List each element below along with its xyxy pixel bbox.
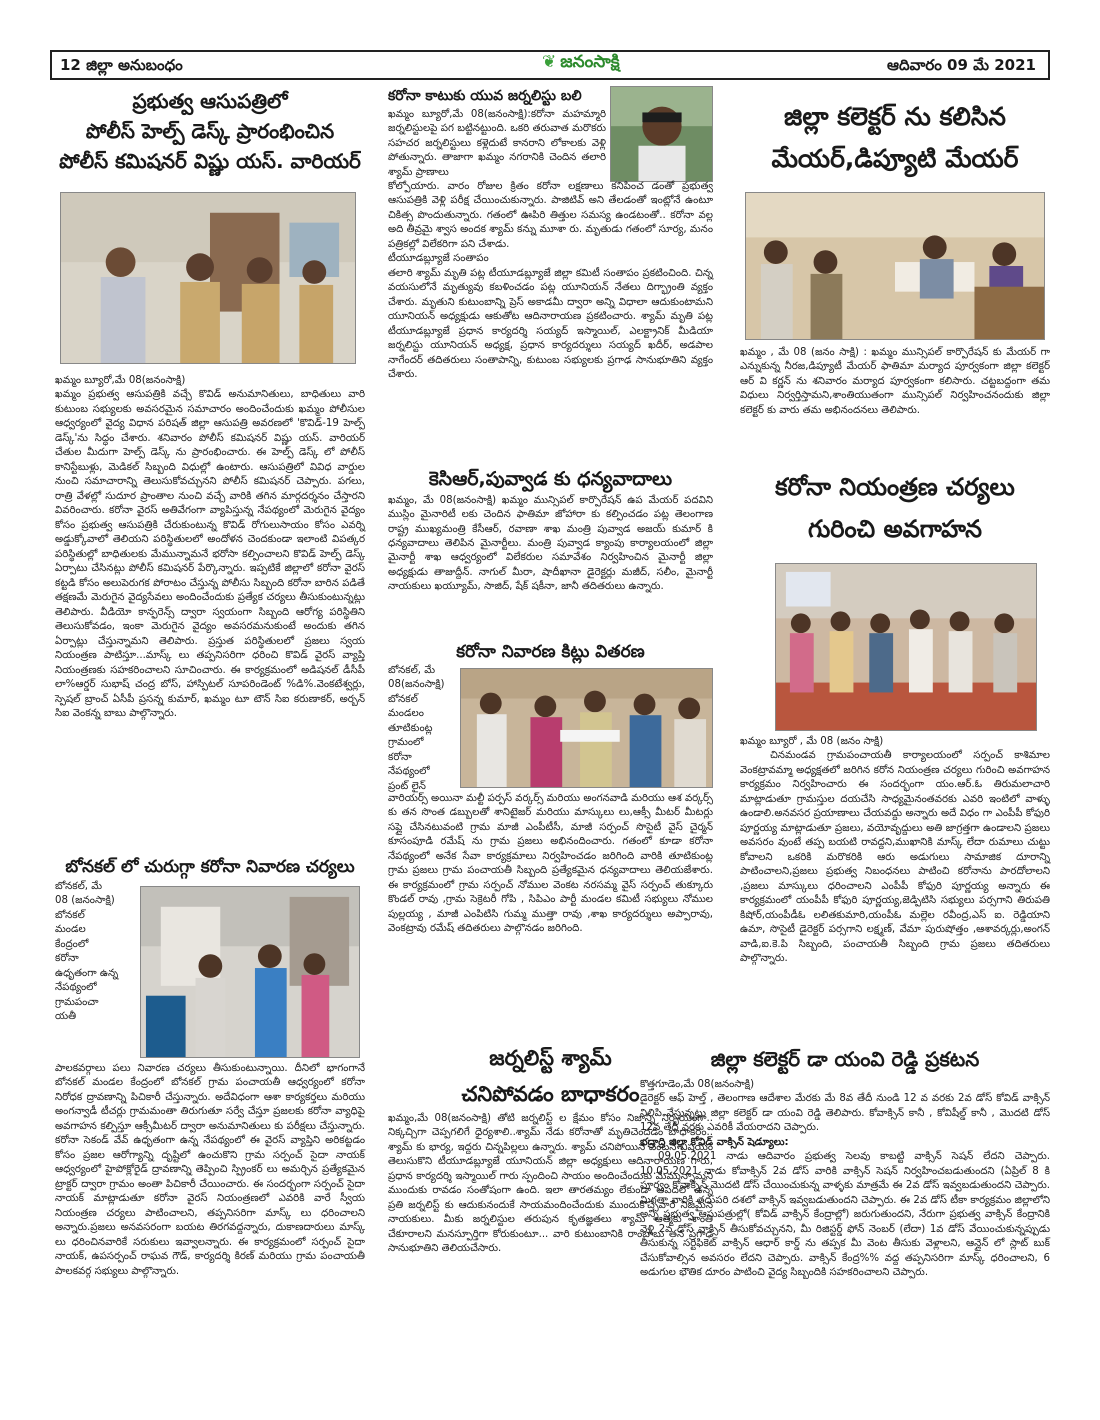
column-2-story3: [388, 640, 713, 665]
story5-dateline-line: తూటికుంట్ల: [388, 722, 433, 734]
column-2-story1: [388, 86, 608, 106]
photo-mayer-meets-collector: [745, 192, 1045, 340]
story2-dateline-line: నేపథ్యంలో: [55, 982, 97, 994]
story2-dateline-line: కేంద్రంలో: [55, 938, 89, 950]
story1-text: [55, 374, 365, 722]
story6-headline-line1: జర్నలిస్ట్ శ్యామ్: [489, 1046, 612, 1070]
column-3-story1: [740, 96, 1050, 180]
photo-awareness-meeting: [775, 563, 1037, 731]
story5-dateline-line: బోనకల్: [388, 693, 418, 705]
page-label: 12 జిల్లా అనుబంధం: [60, 56, 183, 74]
story5-dateline-line: 08(జనంసాక్షి): [388, 679, 445, 691]
story5-dateline-line: బోనకల్, మే: [388, 665, 436, 676]
story2-headline: బోనకల్ లో చురుగ్గా కరోనా నివారణ చర్యలు: [65, 857, 355, 877]
story6-headline-line2: చనిపోవడం బాధాకరం: [461, 1082, 640, 1106]
story9-body: డైరెక్టర్ ఆఫ్ హెల్త్ , తెలంగాణ ఆదేశాల మేరకు మే 8వ తేదీ నుండి 12 వ వరకు 2వ డోస్ కోవిడ్ వాక్సిన్ నిలిపి వేస్తున్నట్లు జిల్లా కలెక్టర్ డా యంవి రెడ్డి తెలిపారు. కోవాక్సిన్ కానీ , కోవిషీల్డ్ కానీ , మొదటి డోస్ 12వ తేదీ వరకు ఎవరికీ వేయరాదని చెప్పారు.: [640, 1093, 1050, 1134]
story9-body2: 09.05.2021 నాడు ఆదివారం ప్రభుత్వ సెలవు కాబట్టి వాక్సిన్ సెషన్ లేదని చెప్పారు. 10.05.2021 నాడు కోవాక్సిన్ 2వ డోస్ వారికి వాక్సిన్ సెషన్ నిర్వహించబడుతుందని (ఏప్రిల్ 8 కి పూర్వం కోవాక్సిన్ మొదటి డోస్ చేయించుకున్న వాళ్ళకు మాత్రమే ఈ 2వ డోస్ ఇవ్వబడుతుందని చెప్పారు. మిగతా వారికి తదుపరి దశలో వాక్సిన్ ఇవ్వబడుతుందని చెప్పారు. ఈ 2వ డోస్ టీకా కార్యక్రమం జిల్లాలోని అన్ని ప్రభుత్వ ఆసుపత్రుల్లో( కోవిడ్ వాక్సిన్ కేంద్రాల్లో) జరుగుతుందని, నేరుగా ప్రభుత్వ వాక్సిన్ కేంద్రానికి వెళ్లి 2వ డోస్ వాక్సిన్ తీసుకోవచ్చునని, మీ రిజిస్టర్డ్ ఫోన్ నెంబర్ (లేదా) 1వ డోస్ వేయించుకున్నప్పుడు తీసుకున్న సర్టిఫికెట్ వాక్సిన్ ఆధార్ కార్డ్ ను తప్పక మీ వెంట తీసుకు వెళ్లాలని, ఆన్లైన్ లో స్లాట్ బుక్ చేసుకోవాల్సిన అవసరం లేదని చెప్పారు. వాక్సిన్ కేంద్ర%% వద్ద తప్పనిసరిగా మాస్క్ ధరించాలని, 6 అడుగుల భౌతిక దూరం పాటించి వైద్య సిబ్బందికి సహకరించాలని చెప్పారు.: [640, 1151, 1050, 1279]
issue-date: ఆదివారం 09 మే 2021: [887, 56, 1036, 74]
story3-subhead: టీయూడబ్ల్యూజే సంతాపం: [388, 253, 489, 265]
story2-dateline-line: గ్రామపంచా: [55, 996, 99, 1008]
story4-headline: కెసిఆర్,పువ్వాడ కు ధన్యవాదాలు: [428, 468, 673, 490]
story5-dateline-line: ప్రంట్ లైన్: [388, 780, 426, 792]
story2-dateline-line: కరోనా: [55, 953, 79, 965]
story2-body: పాలకవర్గాలు పలు నివారణ చర్యలు తీసుకుంటున్నాయి. దీనిలో భాగంగానే బోనకల్ మండల కేంద్రంలో బోనకల్ గ్రామ పంచాయతీ ఆధ్వర్యంలో కరోనా నిరోధక ద్రావణాన్ని పిచికారీ చేస్తున్నారు. అదేవిధంగా ఆశా కార్యకర్తలు మరియు అంగన్వాడీ టీచర్లు గ్రామమంతా తిరుగుతూ సర్వే చేస్తూ ప్రజలకు కరోనా వ్యాధిపై అవగాహన కల్పిస్తూ ఆక్సీమీటర్ ద్వారా అనుమానితులు కు పరీక్షలు చేస్తున్నారు. కరోనా సెకండ్ వేవ్ ఉధృతంగా ఉన్న నేపథ్యంలో ఈ వైరస్ వ్యాప్తిని అరికట్టడం కోసం ప్రజల ఆరోగ్యాన్ని దృష్టిలో ఉంచుకొని గ్రామ సర్పంచ్ సైదా నాయక్ ఆధ్వర్యంలో హైపోక్లోరైడ్ ద్రావణాన్ని తెప్పించి స్ప్రింకర్ లు అమర్చిన ప్రత్యేకమైన ట్రాక్టర్ ద్వారా గ్రామం అంతా పిచికారీ చేయించారు. ఈ సందర్భంగా సర్పంచ్ సైదా నాయక్ మాట్లాడుతూ కరోనా వైరస్ నియంత్రణలో ఎవరికి వారే స్వీయ నియంత్రణ చర్యలు పాటించాలని, తప్పనిసరిగా మాస్క్ లు ధరించాలని అన్నారు.ప్రజలు అనవసరంగా బయట తిరగవద్దన్నారు, దుకాణదారులు మాస్క్ లు ధరించినవారికే సరుకులు ఇవ్వాలన్నారు. ఈ కార్యక్రమంలో సర్పంచ్ సైదా నాయక్, ఉపసర్పంచ్ రాఘవ గౌడ్, కార్యదర్శి కిరణ్ మరియు గ్రామ పంచాయతీ పాలకవర్గ సభ్యులు పాల్గొన్నారు.: [55, 1063, 365, 1277]
story1-headline-line3: పోలీస్ కమిషనర్ విష్ణు యస్. వారియర్: [59, 149, 361, 173]
story8-headline-line2: గురించి అవగాహన: [808, 515, 982, 543]
photo-police-helpdesk: [60, 192, 356, 364]
story4-body: ఖమ్మం, మే 08(జనంసాక్షి) ఖమ్మం మున్సిపల్ కార్పొరేషన్ ఉప మేయర్ పదవిని ముస్లిం మైనారిటీ లకు చెందిన ఫాతిమా జోహారా కు కల్పించడం పట్ల తెలంగాణ రాష్ట్ర ముఖ్యమంత్రి కేసీఆర్, రవాణా శాఖ మంత్రి పువ్వాడ అజయ్ కుమార్ కి ధన్యవాదాలు తెలిపిన మైనార్టీలు. మంత్రి పువ్వాడ క్యాంపు కార్యాలయంలో జిల్లా మైనార్టీ శాఖ ఆధ్వర్యంలో విలేకరుల సమావేశం నిర్వహించిన మైనార్టీ జిల్లా అధ్యక్షుడు తాజుద్దీన్. నాగుల్ మీరా, షాదీఖానా డైరెక్టర్లు మజీద్, సలీం, మైనార్టీ నాయకులు ఖయ్యూమ్, సాజిద్, షేక్ షకీనా, జానీ తదితరులు ఉన్నారు.: [388, 494, 713, 593]
photo-bonakal-spraying: [140, 886, 360, 1058]
story3-text: [388, 180, 713, 383]
column-1-story2: [55, 855, 365, 880]
story3-intro: ఖమ్మం బ్యూరో,మే 08(జనంసాక్షి):కరోనా మహమ్మారి జర్నలిస్టులపై పగ బట్టినట్టుంది. ఒకరి తరువాత మరొకరు సహచర జర్నలిస్టులు కళ్లెదుటే కానరాని లోకాలకు వెళ్లి పోతున్నారు. తాజాగా ఖమ్మం నగరానికి చెందిన తలారి శ్యామ్ ప్రాణాలు: [388, 109, 606, 178]
story3-text-intro: [388, 108, 606, 180]
story7-headline-line1: జిల్లా కలెక్టర్ ను కలిసిన: [784, 102, 1006, 131]
story3-headline: కరోనా కాటుకు యువ జర్నలిస్టు బలి: [388, 88, 582, 104]
column-3-story2: [740, 466, 1050, 550]
story9-text: [640, 1078, 1050, 1281]
story8-dateline: ఖమ్మం బ్యూరో , మే 08 (జనం సాక్షి): [740, 736, 884, 747]
story5-headline: కరోనా నివారణ కిట్లు వితరణ: [456, 642, 645, 662]
story9-headline: జిల్లా కలెక్టర్ డా యంవి రెడ్డి ప్రకటన: [710, 1047, 980, 1071]
story1-dateline: ఖమ్మం బ్యూరో,మే 08(జనంసాక్షి): [55, 375, 186, 386]
masthead-title: జనంసాక్షి: [560, 52, 620, 72]
story3-body2: తలారి శ్యామ్ మృతి పట్ల టీయూడబ్ల్యూజే జిల్లా కమిటీ సంతాపం ప్రకటించింది. చిన్న వయసులోనే మృత్యువు కబళించడం పట్ల యూనియన్ నేతలు దిగ్భ్రాంతి వ్యక్తం చేశారు. మృతుని కుటుంబాన్ని ప్రెస్ అకాడమీ ద్వారా అన్ని విధాలా ఆదుకుంటామని యూనియన్ అధ్యక్షుడు ఆకుతోట ఆదినారాయణ ప్రకటించారు. శ్యామ్ మృతి పట్ల టీయూడబ్ల్యూజే ప్రధాన కార్యదర్శి సయ్యద్ ఇస్మాయిల్, ఎలక్ట్రానిక్ మీడియా జర్నలిస్టు యూనియన్ అధ్యక్ష, ప్రధాన కార్యదర్శులు సయ్యద్ ఖదీర్, అడపాల నాగేందర్ తదితరులు సంతాపాన్ని, కుటుంబ సభ్యులకు ప్రగాఢ సానుభూతిని వ్యక్తం చేశారు.: [388, 267, 713, 381]
story8-body: చినమండవ గ్రామపంచాయతీ కార్యాలయంలో సర్పంచ్ కాశిమాల వెంకట్రావమ్మా అధ్యక్షతలో జరిగిన కరోన నియంత్రణ చర్యలు గురించి అవగాహన కార్యక్రమం నిర్వహించారు ఈ సందర్భంగా యం.ఆర్.ఓ తిరుమలాచారి మాట్లాడుతూ గ్రామస్తుల దయచేసి సాధ్యమైనంతవరకు ఎవరి ఇంటిలో వాళ్ళు ఉండాలి.అనవసర ప్రయాణాలు చేయవద్దు అన్నారు అదే విధం గా ఎంపీపీ కోఫురి పూర్ణయ్య మాట్లాడుతూ ప్రజలు, వయోవృద్దులు అతి జాగ్రత్తగా ఉండాలని ప్రజలు అవసరం వుంటే తప్ప బయటి రావద్దని,ముఖానికి మాస్క్ లేదా రుమాలు చుట్టు కోవాలని ఒకరికి మరొకరికి ఆరు అడుగులు సామాజిక దూరాన్ని పాటించాలని,ప్రజలు ప్రభుత్వ నిబంధనలు పాటించి కరోనాను పారదోలాలని ,ప్రజలు మాస్కులు ధరించాలని ఎంపీపీ కోఫురి పూర్ణయ్య అన్నారు ఈ కార్యక్రమంలో యంపీపీ కోఫురి పూర్ణయ్య,జెడ్పిటిసి సభ్యులు పర్సగాని తిరుపతి కిషోర్,యంపీడీఓ లలితకుమారి,యంపీఓ మల్లెల రవీంద్ర,ఎస్ ఐ. రెడ్డియాని ఉమా, సొసైటీ డైరెక్టర్ పర్సగాని లక్ష్మణ్, వేమా పురుషోత్తం ,ఆశావర్కర్లు,అంగన్ వాడి,ఐ.కె.పి సిబ్బంది, పంచాయతీ సిబ్బంది గ్రామ ప్రజలు తదితరులు పాల్గొన్నారు.: [740, 750, 1050, 965]
story2-dateline-block: [55, 880, 137, 1025]
story2-dateline-line: బోనకల్: [55, 909, 85, 921]
column-1: [55, 86, 365, 176]
photo-kit-distribution: [460, 668, 713, 788]
story5-dateline-line: మండలం: [388, 708, 424, 720]
story2-text: [55, 1062, 365, 1279]
story6-body: ఖమ్మం,మే 08(జనంసాక్షి) తోటి జర్నలిస్ట్ ల క్షేమం కోసం నిజాన్ని నిర్భయంగా.. నిక్కచ్చిగా చెప్పగలిగే ధైర్యశాలి..శ్యామ్ నేడు కరోనాతో మృతిచెందడం బాధాకరం.. శ్యామ్ కు భార్య, ఇద్దరు చిన్నపిల్లలు ఉన్నారు. శ్యామ్ చనిపోయిన వెంటనే విషయం తెలుసుకొని టీయూడబ్ల్యూజే యూనియన్ జిల్లా అధ్యక్షులు ఆదినారాయణ గారు, ప్రధాన కార్యదర్శి ఇస్మాయిల్ గారు స్పందించి సాయం అందించేందుకు మేమున్నామని ముందుకు రావడం సంతోషంగా ఉంది. ఇలా తారతమ్యం లేకుండా ఆపదలో ఉన్న ప్రతి జర్నలిస్ట్ కు ఆదుకునందుకే సాయమందించేందుకు ముందుకొచ్చేవారే నిజమైన నాయకులు. మీకు జర్నలిస్టుల తరుపున కృతజ్ఞతలు శ్యామ్ ఆత్మకు శాంతి చేకూరాలని మనస్పూర్తిగా కోరుకుంటూ... వారి కుటుంబానికి రాంబాబు తన ప్రగాఢ సానుభూతిని తెలియచేసారు.: [388, 1113, 713, 1255]
column-2-story2: [388, 466, 713, 595]
story7-headline-line2: మేయర్,డిప్యూటి మేయర్: [771, 144, 1019, 173]
story1-headline-line1: ప్రభుత్వ ఆసుపత్రిలో: [132, 89, 288, 113]
story1-headline-line2: పోలీస్ హెల్ప్ డెస్క్ ప్రారంభించిన: [85, 119, 335, 143]
page-header: [50, 50, 1050, 80]
story5-dateline-line: గ్రామంలో: [388, 737, 424, 749]
story1-body: ఖమ్మం ప్రభుత్వ ఆసుపత్రికి వచ్చే కొవిడ్ అనుమానితులు, బాధితులు వారి కుటుంబ సభ్యులకు అవసరమైన సమాచారం అందించేందుకు ఖమ్మం పోలీసుల ఆధ్వర్యంలో వైద్య విధాన పరిషత్ జిల్లా ఆసుపత్రి అవరణలో 'కొవిడ్-19 హెల్ప్ డెస్క్'ను సిద్ధం చేశారు. శనివారం పోలీస్ కమిషనర్ విష్ణు యస్. వారియర్ చేతుల మీదుగా హెల్ప్ డెస్క్ ను ప్రారంభించారు. ఈ హెల్ప్ డెస్క్ లో పోలీస్ కానిస్టేబుళ్లు, మెడికల్ సిబ్బంది విధుల్లో ఉంటారు. ఆసుపత్రిలో వివిధ వార్డుల నుంచి సమాచారాన్ని తెలుసుకోవచ్చునని పోలీస్ కమిషనర్ చెప్పారు. పగలు, రాత్రి వేళల్లో సుదూర ప్రాంతాల నుంచి వచ్చే వారికి తగిన మార్గదర్శనం చేస్తారని వివరించారు. కరోనా వైరస్ అతివేగంగా వ్యాపిస్తున్న నేపథ్యంలో మెరుగైన వైద్యం కోసం ప్రభుత్వ ఆసుపత్రికి చేరుకుంటున్న కొవిడ్ రోగులుసాయం కోసం ఎవర్ని అడ్డుక్కోవాలో తెలియని పరిస్థితులలో అందోళన చెందకుండా ఇలాంటి విపత్కర పరిస్థితుల్లో బాధితులకు మేమున్నామనే భరోసా కల్పించాలని కొవిడ్ హెల్ప్ డెస్క్ ఏర్పాటు చేసినట్లు పోలీస్ కమిషనర్ పేర్కొన్నారు. ఇప్పటికే జిల్లాలో కరోనా వైరస్ కట్టడి కోసం అలుపెరుగక పోరాటం చేస్తున్న పోలీసు సిబ్బంది కరోనా బారిన పడితే తక్షణమే మెరుగైన వైద్యసేవలు అందించేందుకు ప్రత్యేక చర్యలు తీసుకుంటున్నట్లు తెలిపారు. వీడియో కాన్ఫరెన్స్ ద్వారా స్వయంగా సిబ్బంది ఆరోగ్య పరిస్థితిని తెలుసుకోవడం, ఇంకా మెరుగైన వైద్యం అవసరమనుకుంటే అందుకు తగిన ఏర్పాట్లు చేస్తున్నామని తెలిపారు. ప్రస్తుత పరిస్థితులలో ప్రజలు స్వయ నియంత్రణ పాటిస్తూ...మాస్క్ లు తప్పనిసరిగా ధరించి కొవిడ్ వైరస్ వ్యాప్తి నియంత్రణకు సహకరించాలని సూచించారు. ఈ కార్యక్రమంలో అడిషనల్ డీసీపీ లా%ఆర్డర్ సుభాష్ చంద్ర బోస్, హాస్పిటల్ సూపరిండెంట్ %డి%.వెంకటేశ్వర్లు, స్పెషల్ బ్రాంచ్ ఏసీపీ ప్రసన్న కుమార్, ఖమ్మం టూ టౌన్ సిఐ కరుణాకర్, అర్బన్ సిఐ వెంకన్న బాబు పాల్గొన్నారు.: [55, 389, 365, 720]
story3-body: కోల్పోయారు. వారం రోజుల క్రితం కరోనా లక్షణాలు కనిపించ డంతో ప్రభుత్వ ఆసుపత్రికి వెళ్లి పరీక్ష చేయించుకున్నారు. పాజిటివ్ అని తేలడంతో ఇంట్లోనే ఉంటూ చికిత్స పొందుతున్నారు. గతంలో ఊపిరి తిత్తుల సమస్య ఉండటంతో.. కరోనా వల్ల అది తీవ్రమై శ్వాస అందక శ్యామ్ కన్ను మూశా రు. మృతుడు గతంలో సూర్య, మనం పత్రికల్లో విలేకరిగా పని చేశాడు.: [388, 181, 713, 250]
story2-dateline-line: మండల: [55, 924, 86, 936]
story5-dateline-block: [388, 664, 458, 794]
story7-body: ఖమ్మం , మే 08 (జనం సాక్షి) : ఖమ్మం మున్సిపల్ కార్పొరేషన్ కు మేయర్ గా ఎన్నుకున్న నీరజ,డిప్యూటీ మేయర్ ఫాతిమా మర్యాద పూర్వకంగా జిల్లా కలెక్టర్ ఆర్ వి కర్ణన్ ను శనివారం మర్యాద పూర్వకంగా కలిసారు. చట్టబద్దంగా తమ విధులు నిర్వర్తిస్తామని,శాంతియుతంగా మున్సిపల్ నిర్వహించనందుకు జిల్లా కలెక్టర్ కు వారు తమ అభినందనలు తెలిపారు.: [740, 347, 1050, 416]
story9-subhead: భద్రాద్రి జిల్లా కోవిడ్ వాక్సిన్ షెడ్యూలు:: [640, 1136, 789, 1148]
story2-dateline-line: 08 (జనంసాక్షి): [55, 895, 115, 907]
story2-dateline-line: బోనకల్, మే: [55, 881, 103, 892]
story8-headline-line1: కరోనా నియంత్రణ చర్యలు: [775, 473, 1015, 501]
story5-text: [388, 792, 713, 937]
story8-text: [740, 735, 1050, 967]
story7-text: [740, 346, 1050, 418]
story5-body: వారియర్స్ అయినా మల్టీ పర్పస్ వర్కర్స్ మరియు అంగనవాడి మరియు ఆశ వర్కర్స్ కు తన సొంత డబ్బులతో శానిటైజర్ మరియు మాస్కులు లు,ఆక్సీ మీటర్ మీటర్లు సప్లై చేసినటువంటి గ్రామ మాజీ ఎంపీటీసీ, మాజీ సర్పంచ్ సొసైటీ వైస్ చైర్మన్ కూసంపూడి రమేష్ ను గ్రామ ప్రజలు అభినందించారు. గతంలో కూడా కరోనా నేపథ్యంలో అనేక సేవా కార్యక్రమాలు నిర్వహించడం జరిగింది వారికి తూటికుంట్ల గ్రామ ప్రజలు గ్రామ పంచాయతీ సిబ్బంది ప్రత్యేకమైన ధన్యవాదాలు తెలియజేశారు. ఈ కార్యక్రమంలో గ్రామ సర్పంచ్ నోముల వెంకట నరసమ్మ వైస్ సర్పంచ్ తుక్కూరు కొండల్ రావు ,గ్రామ సెక్రెటరీ గోపి , సిపిఎం పార్టీ మండల కమిటీ సభ్యులు నోముల పుల్లయ్య , మాజీ ఎంపిటిసి గుమ్మ ముత్తా రావు ,శాఖ కార్యదర్శులు అప్పారావు, వెంకట్రావు రమేష్ తదితరులు పాల్గొనడం జరిగింది.: [388, 793, 713, 935]
story2-dateline-line: ఉధృతంగా ఉన్న: [55, 967, 119, 979]
story5-dateline-line: కరోనా: [388, 751, 412, 763]
story5-dateline-line: నేపథ్యంలో: [388, 766, 430, 778]
masthead-logo: [542, 52, 620, 76]
story9-dateline: కొత్తగూడెం,మే 08(జనంసాక్షి): [640, 1079, 755, 1090]
story2-dateline-line: యతీ: [55, 1011, 77, 1023]
photo-journalist-shyam: [610, 86, 713, 182]
leaf-icon: ❦: [542, 52, 557, 72]
column-3-story3: [640, 1040, 1050, 1078]
